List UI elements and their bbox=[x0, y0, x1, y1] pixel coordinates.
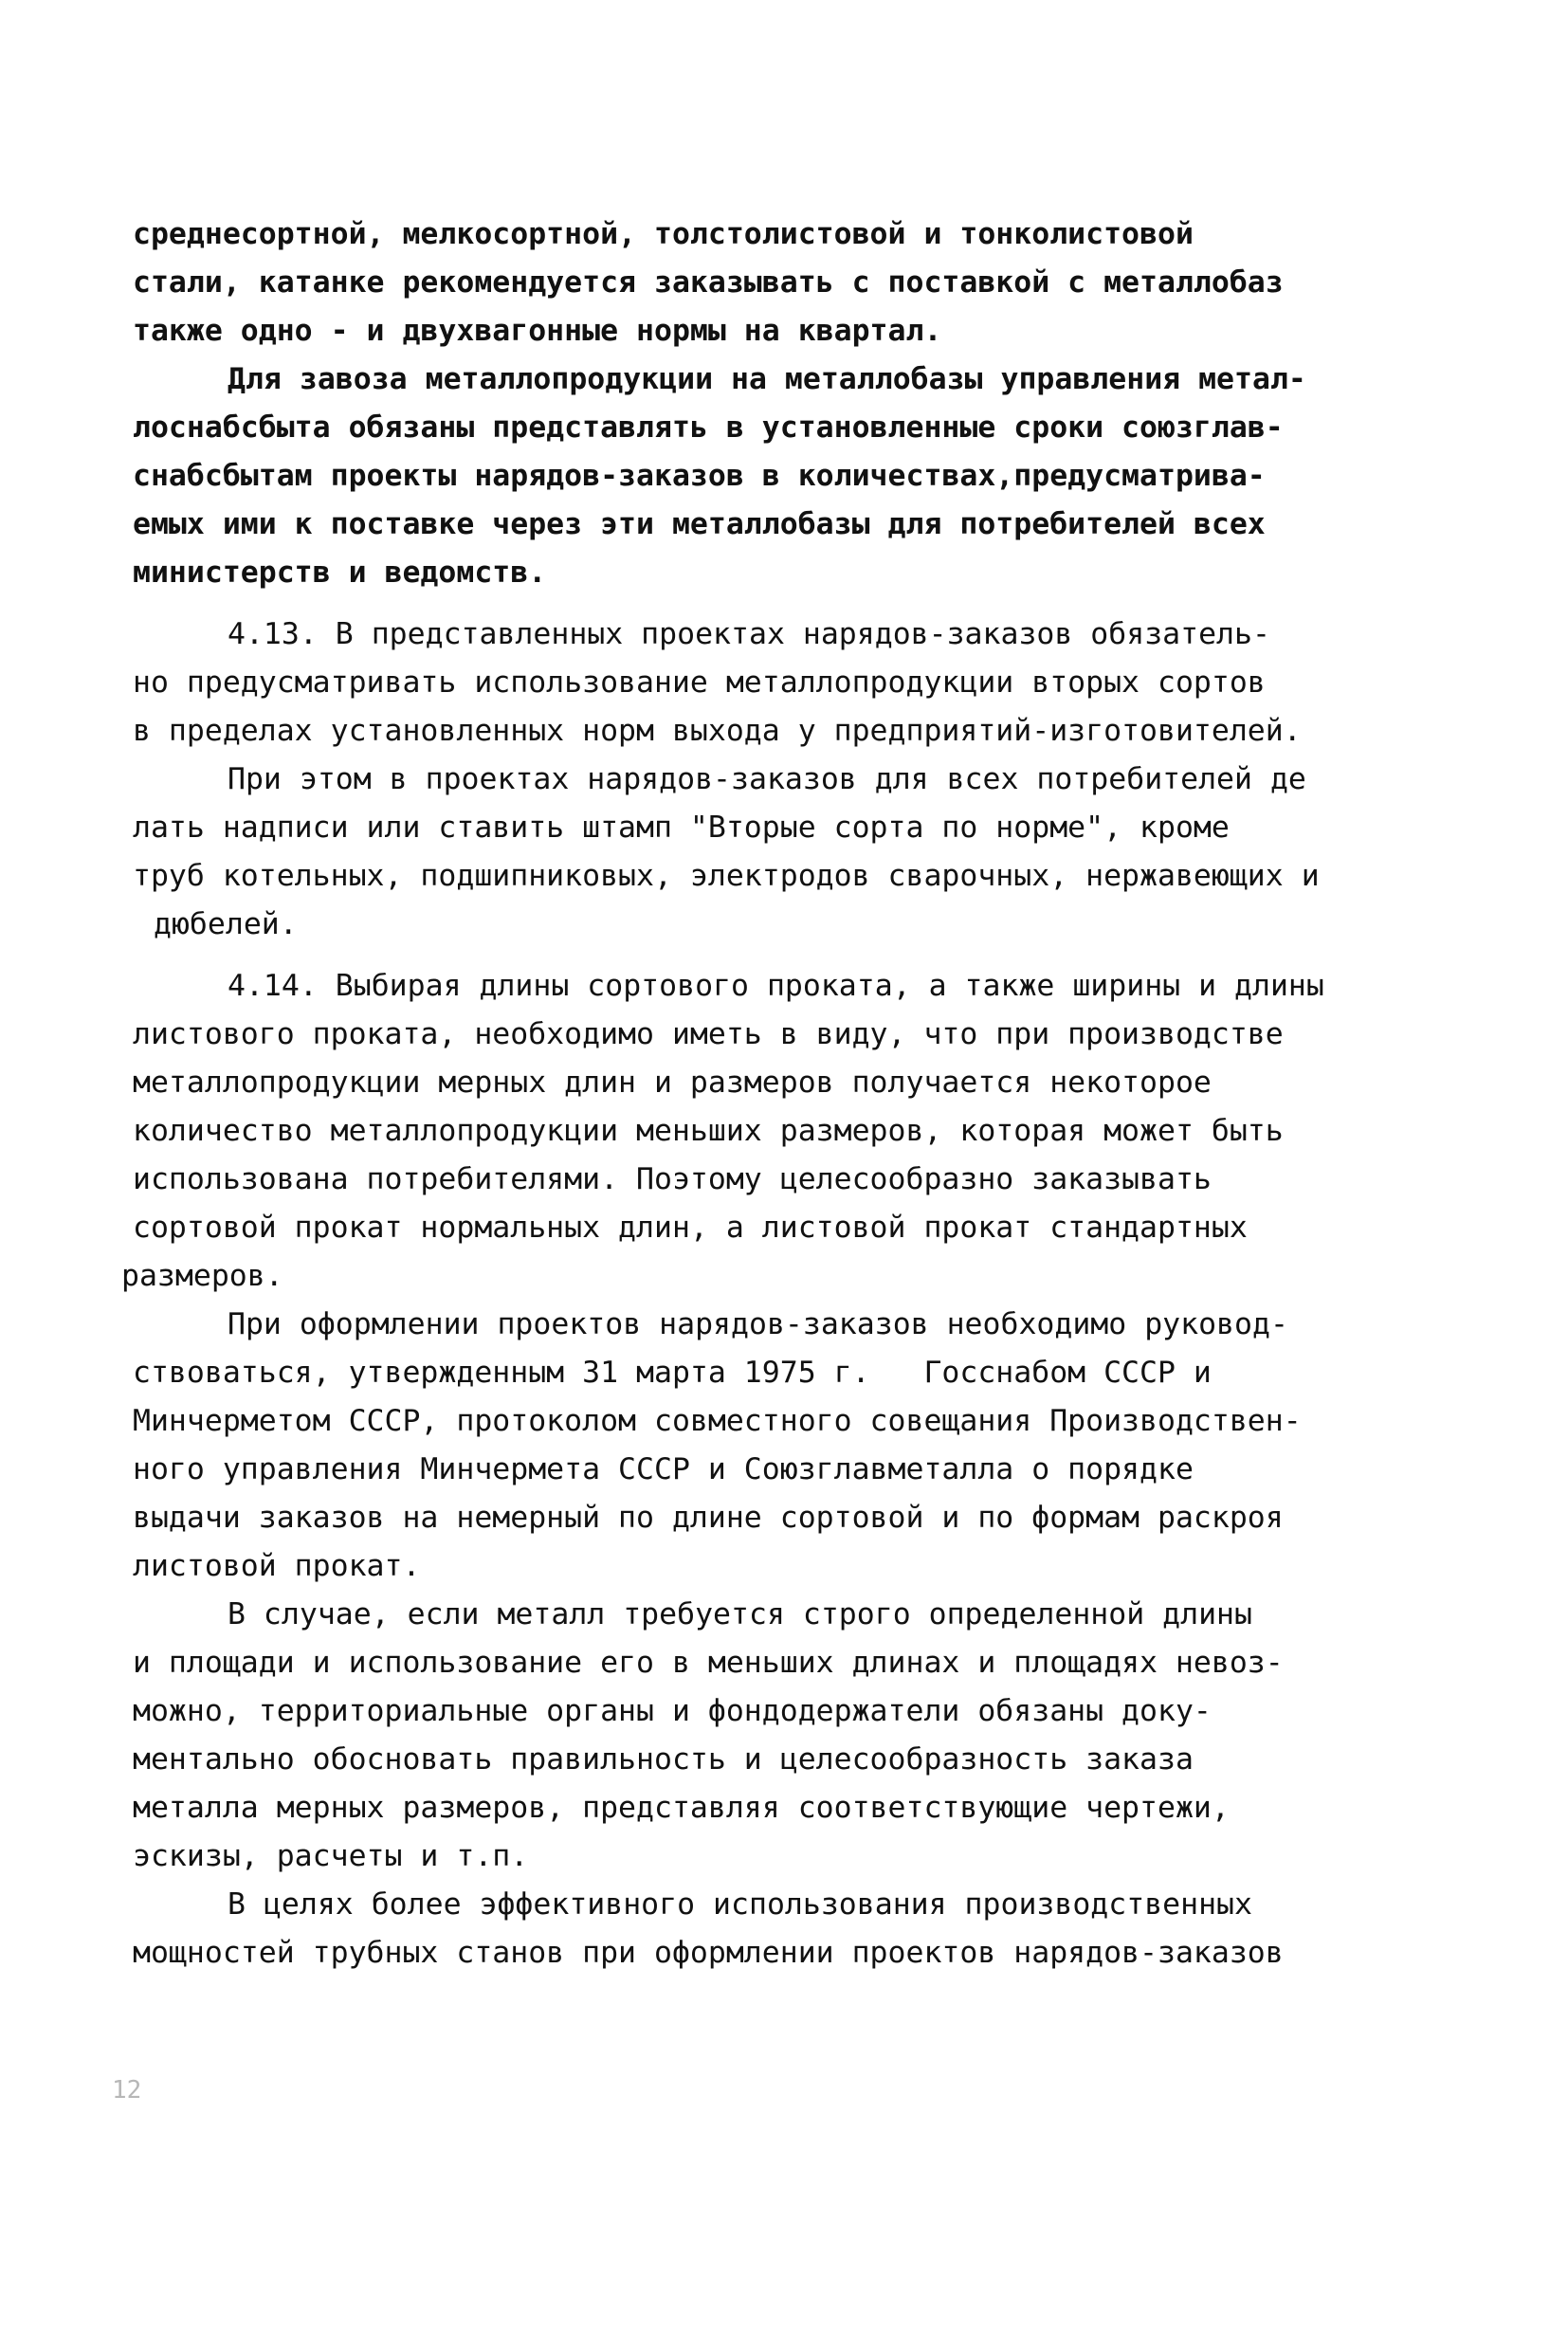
paragraph-4-line-4: дюбелей. bbox=[154, 907, 298, 941]
paragraph-2-line-1: Для завоза металлопродукции на металлобазы управления метал- bbox=[228, 362, 1306, 396]
paragraph-2-line-5: министерств и ведомств. bbox=[133, 556, 547, 590]
paragraph-3-line-3: в пределах установленных норм выхода у предприятий-изготовителей. bbox=[133, 714, 1302, 748]
paragraph-gap bbox=[133, 597, 1441, 611]
paragraph-7-line-1: В случае, если металл требуется строго определенной длины bbox=[228, 1597, 1252, 1631]
page-number: 12 bbox=[112, 2076, 142, 2105]
paragraph-4-line-2: лать надписи или ставить штамп "Вторые сорта по норме", кроме bbox=[133, 811, 1230, 845]
paragraph-7-line-3: можно, территориальные органы и фондодержатели обязаны доку- bbox=[133, 1694, 1212, 1728]
paragraph-8-line-1: В целях более эффективного использования производственных bbox=[228, 1887, 1252, 1922]
paragraph-6-line-5: выдачи заказов на немерный по длине сортовой и по формам раскроя bbox=[133, 1501, 1284, 1535]
paragraph-1-line-2: стали, катанке рекомендуется заказывать с поставкой с металлобаз bbox=[133, 265, 1284, 300]
paragraph-8-line-2: мощностей трубных станов при оформлении проектов нарядов-заказов bbox=[133, 1936, 1284, 1970]
paragraph-2-line-4: емых ими к поставке через эти металлобазы для потребителей всех bbox=[133, 507, 1266, 541]
paragraph-5-line-2: листового проката, необходимо иметь в виду, что при производстве bbox=[133, 1017, 1284, 1051]
paragraph-6-line-4: ного управления Минчермета СССР и Союзглавметалла о порядке bbox=[133, 1452, 1194, 1486]
paragraph-6-line-2: ствоваться, утвержденным 31 марта 1975 г. Госснабом СССР и bbox=[133, 1356, 1212, 1390]
paragraph-1-line-1: среднесортной, мелкосортной, толстолистовой и тонколистовой bbox=[133, 217, 1194, 251]
paragraph-6-line-6: листовой прокат. bbox=[133, 1549, 421, 1583]
paragraph-5-line-3: металлопродукции мерных длин и размеров получается некоторое bbox=[133, 1066, 1212, 1100]
paragraph-2-line-2: лоснабсбыта обязаны представлять в установленные сроки союзглав- bbox=[133, 410, 1284, 445]
paragraph-5-line-1: 4.14. Выбирая длины сортового проката, а также ширины и длины bbox=[228, 969, 1324, 1003]
document-body bbox=[121, 210, 1441, 1977]
paragraph-5-line-5: использована потребителями. Поэтому целесообразно заказывать bbox=[133, 1162, 1212, 1196]
paragraph-3-line-1: 4.13. В представленных проектах нарядов-заказов обязатель- bbox=[228, 617, 1270, 651]
paragraph-7-line-2: и площади и использование его в меньших длинах и площадях невоз- bbox=[133, 1646, 1284, 1680]
paragraph-5-line-6: сортовой прокат нормальных длин, а листовой прокат стандартных bbox=[133, 1211, 1248, 1245]
paragraph-4-line-3: труб котельных, подшипниковых, электродов сварочных, нержавеющих и bbox=[133, 859, 1320, 893]
paragraph-7-line-4: ментально обосновать правильность и целесообразность заказа bbox=[133, 1742, 1194, 1777]
paragraph-4-line-1: При этом в проектах нарядов-заказов для всех потребителей де bbox=[228, 762, 1306, 796]
paragraph-7-line-5: металла мерных размеров, представляя соответствующие чертежи, bbox=[133, 1791, 1230, 1825]
paragraph-6-line-3: Минчерметом СССР, протоколом совместного совещания Производствен- bbox=[133, 1404, 1302, 1438]
paragraph-6-line-1: При оформлении проектов нарядов-заказов необходимо руковод- bbox=[228, 1307, 1288, 1341]
paragraph-7-line-6: эскизы, расчеты и т.п. bbox=[133, 1839, 529, 1873]
paragraph-3-line-2: но предусматривать использование металлопродукции вторых сортов bbox=[133, 665, 1266, 700]
paragraph-5-line-7: размеров. bbox=[121, 1259, 283, 1293]
paragraph-5-line-4: количество металлопродукции меньших размеров, которая может быть bbox=[133, 1114, 1284, 1148]
paragraph-gap bbox=[133, 949, 1441, 962]
paragraph-2-line-3: снабсбытам проекты нарядов-заказов в количествах,предусматрива- bbox=[133, 459, 1266, 493]
paragraph-1-line-3: также одно - и двухвагонные нормы на квартал. bbox=[133, 314, 942, 348]
